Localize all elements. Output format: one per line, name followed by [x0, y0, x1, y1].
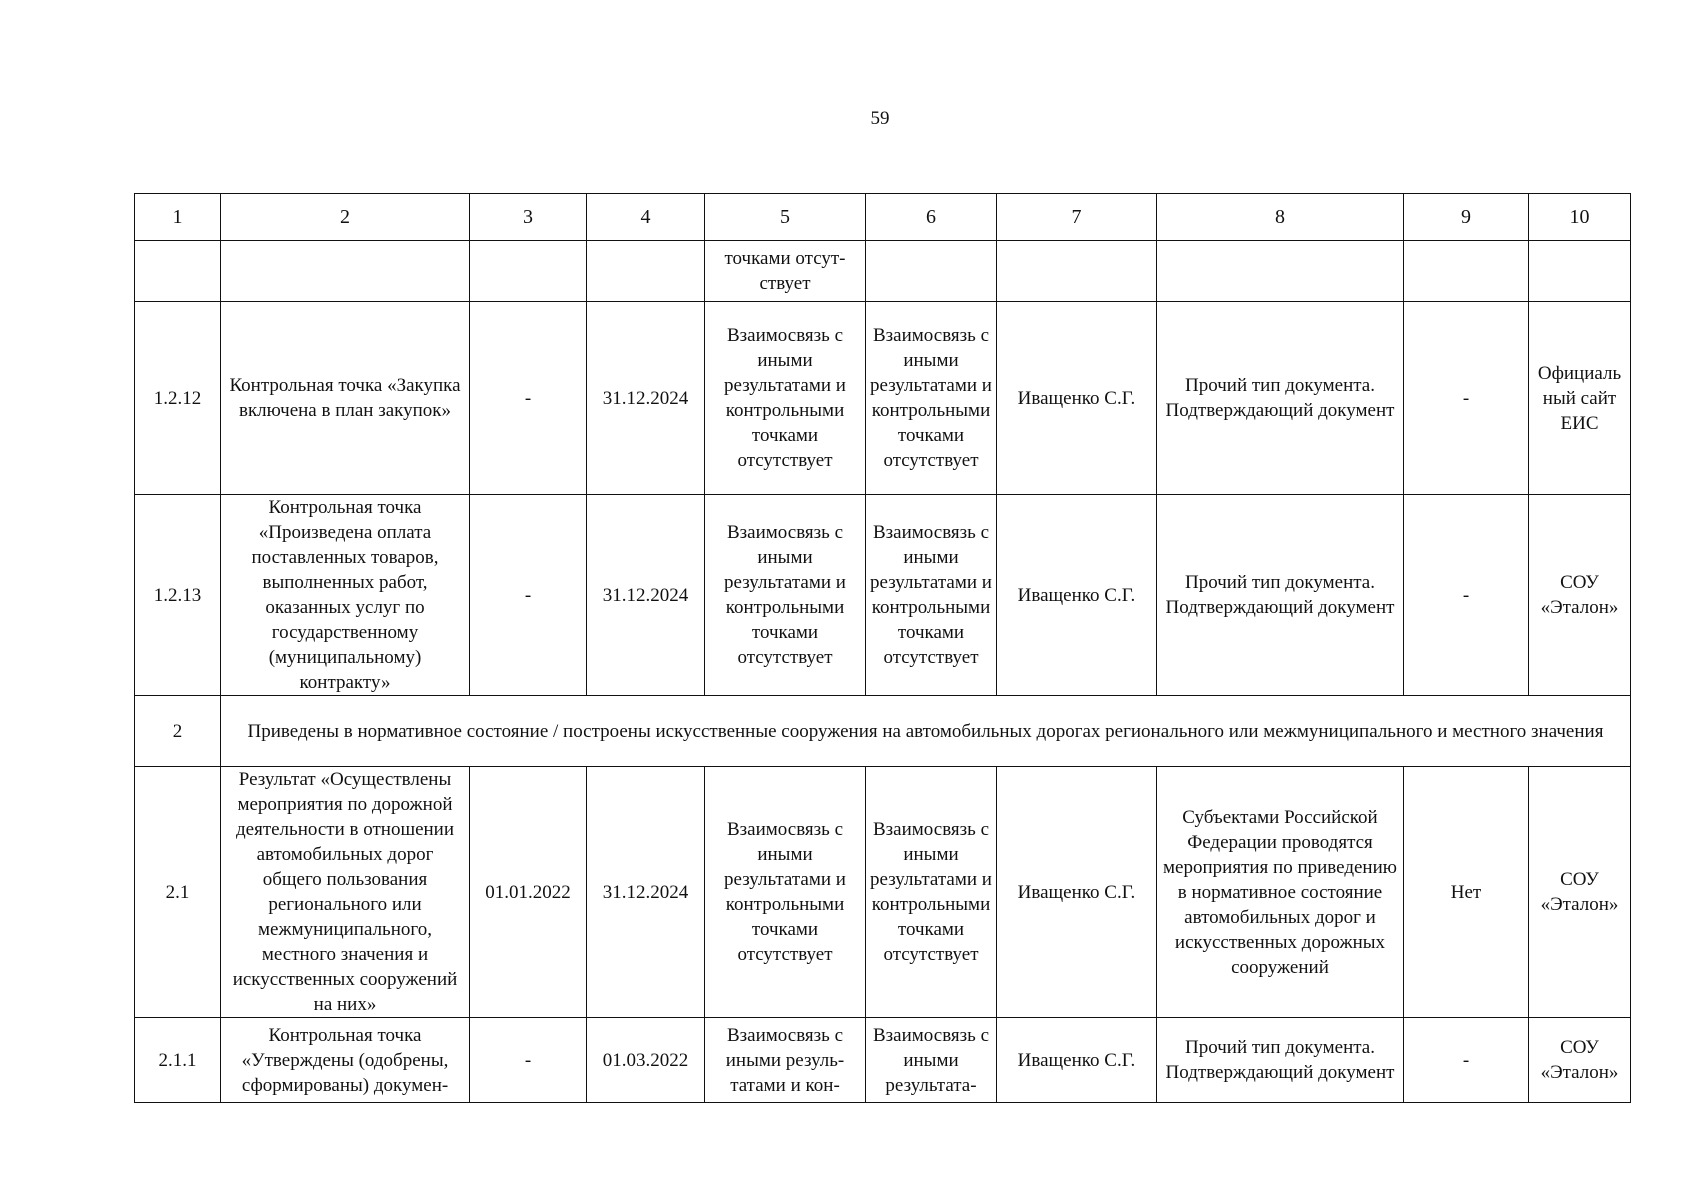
column-header: 7 — [997, 194, 1157, 241]
end-date: 31.12.2024 — [587, 302, 705, 495]
table-row — [135, 767, 1631, 1018]
end-date: 31.12.2024 — [587, 495, 705, 696]
table-cell — [587, 241, 705, 302]
info-system-cell: СОУ «Эталон» — [1529, 495, 1631, 696]
document-cell: Субъектами Российской Федерации проводятся мероприятия по приведению в нормативное состояние автомобильных дорог и искусственных дорожных сооружений — [1157, 767, 1404, 1018]
table-cell — [470, 241, 587, 302]
responsible-cell: Иващенко С.Г. — [997, 495, 1157, 696]
row-number: 2.1 — [135, 767, 221, 1018]
table-cell — [1404, 241, 1529, 302]
document-cell: Прочий тип документа. Подтверждающий документ — [1157, 495, 1404, 696]
table-cell — [997, 241, 1157, 302]
row-name: Контрольная точка «Закупка включена в план закупок» — [221, 302, 470, 495]
col9-cell: - — [1404, 495, 1529, 696]
column-header: 1 — [135, 194, 221, 241]
column-header: 10 — [1529, 194, 1631, 241]
info-system-cell: Официальный сайт ЕИС — [1529, 302, 1631, 495]
row-name: Контрольная точка «Произведена оплата поставленных товаров, выполненных работ, оказанных услуг по государственному (муниципальному) контракту» — [221, 495, 470, 696]
responsible-cell: Иващенко С.Г. — [997, 1018, 1157, 1103]
column-header: 2 — [221, 194, 470, 241]
end-date: 01.03.2022 — [587, 1018, 705, 1103]
table-row-continuation — [135, 241, 1631, 302]
table-row — [135, 495, 1631, 696]
relation-next-cell: Взаимосвязь с иными результата- — [866, 1018, 997, 1103]
info-system-cell: СОУ «Эталон» — [1529, 767, 1631, 1018]
col9-cell: - — [1404, 302, 1529, 495]
relation-prev-cell: Взаимосвязь с иными результатами и контрольными точками отсутствует — [705, 495, 866, 696]
column-header: 6 — [866, 194, 997, 241]
section-title: Приведены в нормативное состояние / построены искусственные сооружения на автомобильных дорогах регионального или межмуниципального и местного значения — [221, 696, 1631, 767]
col9-cell: - — [1404, 1018, 1529, 1103]
start-date: - — [470, 1018, 587, 1103]
relation-next-cell: Взаимосвязь с иными результатами и контрольными точками отсутствует — [866, 302, 997, 495]
page-number: 59 — [870, 108, 890, 129]
table-cell — [221, 241, 470, 302]
plan-table — [134, 193, 1631, 1103]
relation-prev-cell: Взаимосвязь с иными резуль-татами и кон- — [705, 1018, 866, 1103]
start-date: - — [470, 302, 587, 495]
table-cell — [135, 241, 221, 302]
row-number: 1.2.13 — [135, 495, 221, 696]
document-cell: Прочий тип документа. Подтверждающий документ — [1157, 1018, 1404, 1103]
relation-prev-cell: Взаимосвязь с иными результатами и контрольными точками отсутствует — [705, 302, 866, 495]
row-number: 2.1.1 — [135, 1018, 221, 1103]
row-number: 1.2.12 — [135, 302, 221, 495]
table-cell — [1157, 241, 1404, 302]
info-system-cell: СОУ «Эталон» — [1529, 1018, 1631, 1103]
table-cell — [866, 241, 997, 302]
start-date: - — [470, 495, 587, 696]
start-date: 01.01.2022 — [470, 767, 587, 1018]
table-header-row — [135, 194, 1631, 241]
row-name: Результат «Осуществлены мероприятия по дорожной деятельности в отношении автомобильных дорог общего пользования регионального или межмуниципального, местного значения и искусственных сооружений на них» — [221, 767, 470, 1018]
responsible-cell: Иващенко С.Г. — [997, 767, 1157, 1018]
col9-cell: Нет — [1404, 767, 1529, 1018]
relation-next-cell: Взаимосвязь с иными результатами и контрольными точками отсутствует — [866, 767, 997, 1018]
relation-prev-cell: Взаимосвязь с иными результатами и контрольными точками отсутствует — [705, 767, 866, 1018]
table-cell — [1529, 241, 1631, 302]
relation-prev-cell: точками отсут-ствует — [705, 241, 866, 302]
responsible-cell: Иващенко С.Г. — [997, 302, 1157, 495]
section-number: 2 — [135, 696, 221, 767]
column-header: 9 — [1404, 194, 1529, 241]
section-row — [135, 696, 1631, 767]
table-row — [135, 1018, 1631, 1103]
table-row — [135, 302, 1631, 495]
column-header: 3 — [470, 194, 587, 241]
document-cell: Прочий тип документа. Подтверждающий документ — [1157, 302, 1404, 495]
column-header: 8 — [1157, 194, 1404, 241]
relation-next-cell: Взаимосвязь с иными результатами и контрольными точками отсутствует — [866, 495, 997, 696]
row-name: Контрольная точка «Утверждены (одобрены, сформированы) докумен- — [221, 1018, 470, 1103]
end-date: 31.12.2024 — [587, 767, 705, 1018]
column-header: 5 — [705, 194, 866, 241]
column-header: 4 — [587, 194, 705, 241]
